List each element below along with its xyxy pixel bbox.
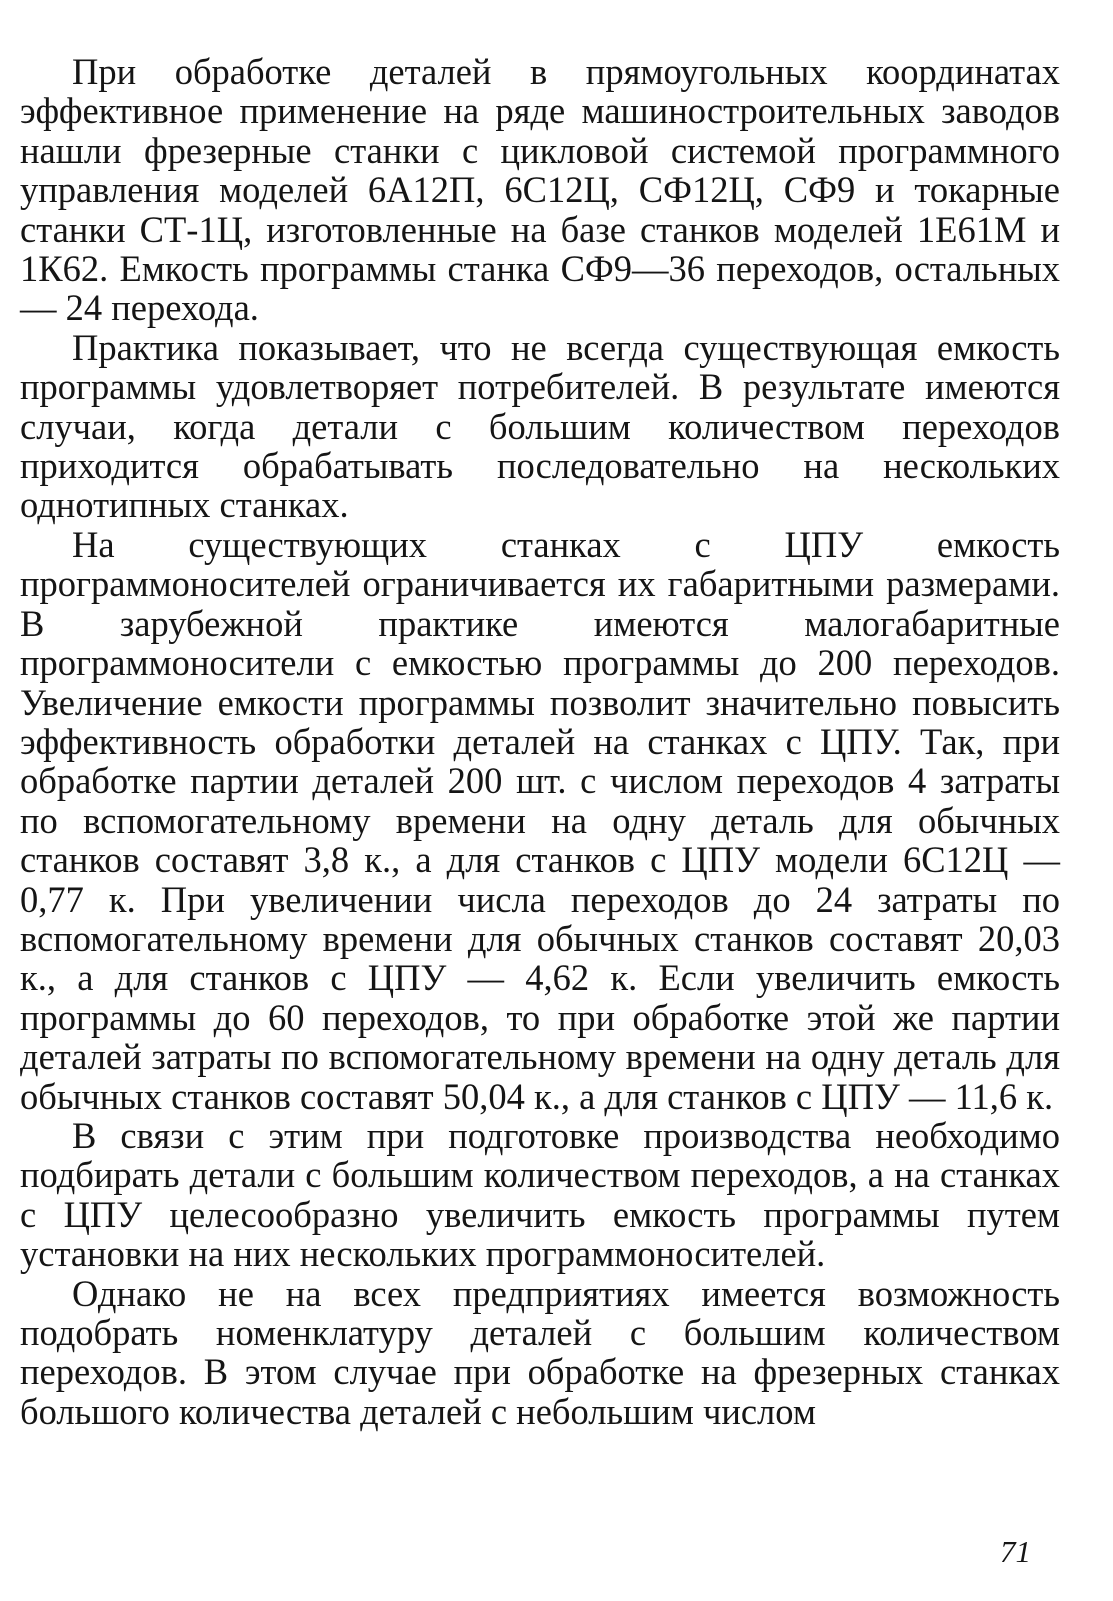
paragraph-3: На существующих станках с ЦПУ емкость программоносителей ограничивается их габаритными размерами. В зарубежной практике имеются малогабаритные программоносители с емкостью программы до 200 переходов. Увеличение емкости программы позволит значительно повысить эффективность обработки деталей на станках с ЦПУ. Так, при обработке партии деталей 200 шт. с числом переходов 4 затраты по вспомогательному времени на одну деталь для обычных станков составят 3,8 к., а для станков с ЦПУ модели 6С12Ц — 0,77 к. При увеличении числа переходов до 24 затраты по вспомогательному времени для обычных станков составят 20,03 к., а для станков с ЦПУ — 4,62 к. Если увеличить емкость программы до 60 переходов, то при обработке этой же партии деталей затраты по вспомогательному времени на одну деталь для обычных станков составят 50,04 к., а для станков с ЦПУ — 11,6 к. <box>20 523 1060 1117</box>
page-number: 71 <box>1000 1534 1031 1569</box>
paragraph-4: В связи с этим при подготовке производства необходимо подбирать детали с большим количеством переходов, а на станках с ЦПУ целесообразно увеличить емкость программы путем установки на них нескольких программоносителей. <box>20 1114 1060 1275</box>
paragraph-1: При обработке деталей в прямоугольных координатах эффективное применение на ряде машиностроительных заводов нашли фрезерные станки с цикловой системой программного управления моделей 6А12П, 6С12Ц, СФ12Ц, СФ9 и токарные станки СТ-1Ц, изготовленные на базе станков моделей 1Е61М и 1К62. Емкость программы станка СФ9—36 переходов, остальных — 24 перехода. <box>20 51 1060 329</box>
paragraph-2: Практика показывает, что не всегда существующая емкость программы удовлетворяет потребителей. В результате имеются случаи, когда детали с большим количеством переходов приходится обрабатывать последовательно на нескольких однотипных станках. <box>20 326 1060 526</box>
paragraph-5: Однако не на всех предприятиях имеется возможность подобрать номенклатуру деталей с большим количеством переходов. В этом случае при обработке на фрезерных станках большого количества деталей с небольшим числом <box>20 1272 1060 1432</box>
page-body <box>20 52 1060 1431</box>
